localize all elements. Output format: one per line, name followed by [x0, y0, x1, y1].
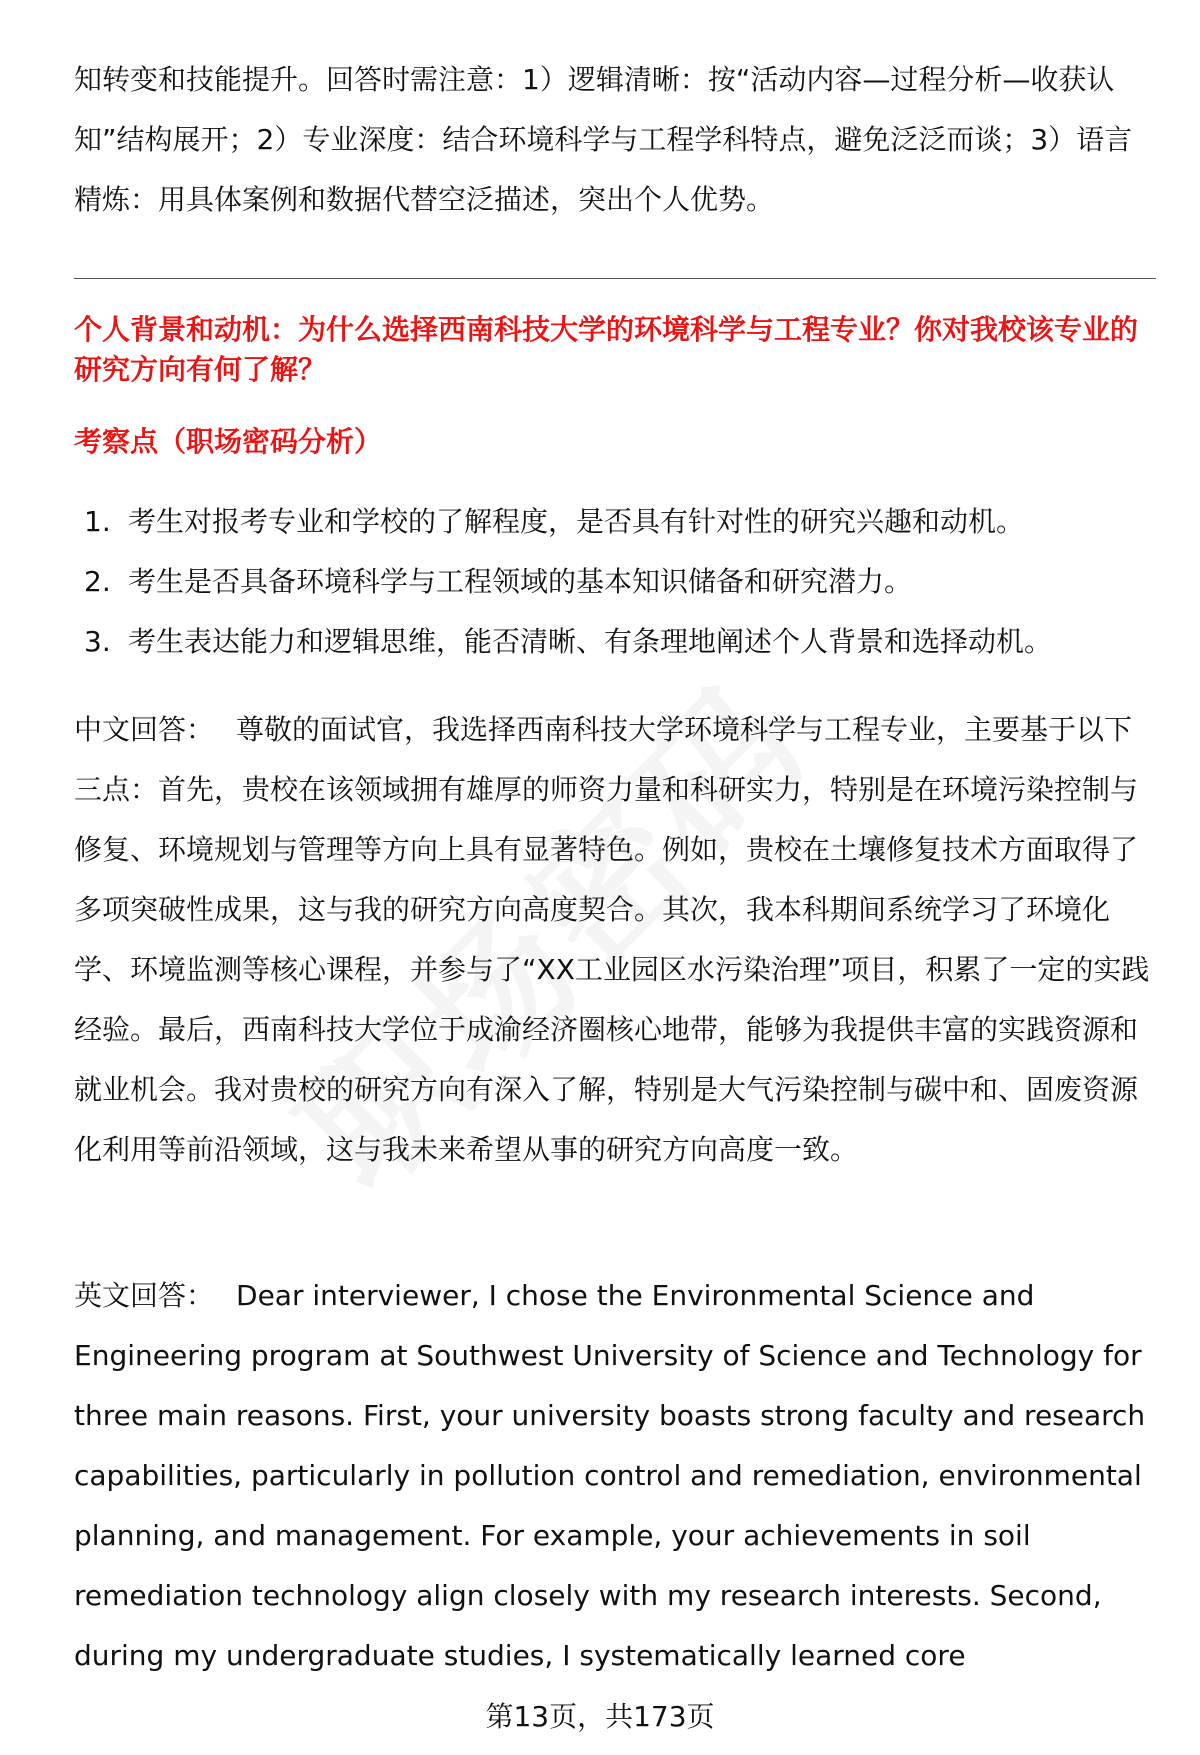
list-item-text: 考生是否具备环境科学与工程领域的基本知识储备和研究潜力。 [128, 565, 913, 598]
english-answer-paragraph [74, 1266, 1156, 1686]
list-item-text: 考生对报考专业和学校的了解程度，是否具有针对性的研究兴趣和动机。 [128, 505, 1025, 538]
list-item [74, 552, 1156, 612]
list-item [74, 612, 1156, 672]
english-answer-label: 英文回答： [74, 1279, 215, 1312]
list-item [74, 492, 1156, 552]
list-item-text: 考生表达能力和逻辑思维，能否清晰、有条理地阐述个人背景和选择动机。 [128, 625, 1053, 658]
english-answer-text: Dear interviewer, I chose the Environmental Science and Engineering program at Southwest University of Science and Technology for three main reasons. First, your university boasts strong faculty and research capabilities, particularly in pollution control and remediation, environmental planning, and management. For example, your achievements in soil remediation technology align closely with my research interests. Second, during my undergraduate studies, I systematically learned core [74, 1279, 1146, 1672]
page-number-footer: 第13页，共173页 [485, 1700, 715, 1733]
list-item-number: 1. [84, 505, 111, 538]
list-item-number: 2. [84, 565, 111, 598]
chinese-answer-text: 尊敬的面试官，我选择西南科技大学环境科学与工程专业，主要基于以下三点：首先，贵校在该领域拥有雄厚的师资力量和科研实力，特别是在环境污染控制与修复、环境规划与管理等方向上具有显著特色。例如，贵校在土壤修复技术方面取得了多项突破性成果，这与我的研究方向高度契合。其次，我本科期间系统学习了环境化学、环境监测等核心课程，并参与了“XX工业园区水污染治理”项目，积累了一定的实践经验。最后，西南科技大学位于成渝经济圈核心地带，能够为我提供丰富的实践资源和就业机会。我对贵校的研究方向有深入了解，特别是大气污染控制与碳中和、固废资源化利用等前沿领域，这与我未来希望从事的研究方向高度一致。 [74, 713, 1150, 1166]
chinese-answer-label: 中文回答： [74, 713, 215, 746]
chinese-answer-paragraph [74, 700, 1156, 1180]
analysis-heading: 考察点（职场密码分析） [74, 425, 383, 458]
intro-paragraph: 知转变和技能提升。回答时需注意：1）逻辑清晰：按“活动内容—过程分析—收获认知”结构展开；2）专业深度：结合环境科学与工程学科特点，避免泛泛而谈；3）语言精炼：用具体案例和数据代替空泛描述，突出个人优势。 [74, 63, 1133, 216]
section-divider [74, 278, 1156, 279]
list-item-number: 3. [84, 625, 111, 658]
analysis-points-list [74, 492, 1156, 672]
question-title: 个人背景和动机：为什么选择西南科技大学的环境科学与工程专业？你对我校该专业的研究方向有何了解？ [74, 313, 1139, 386]
